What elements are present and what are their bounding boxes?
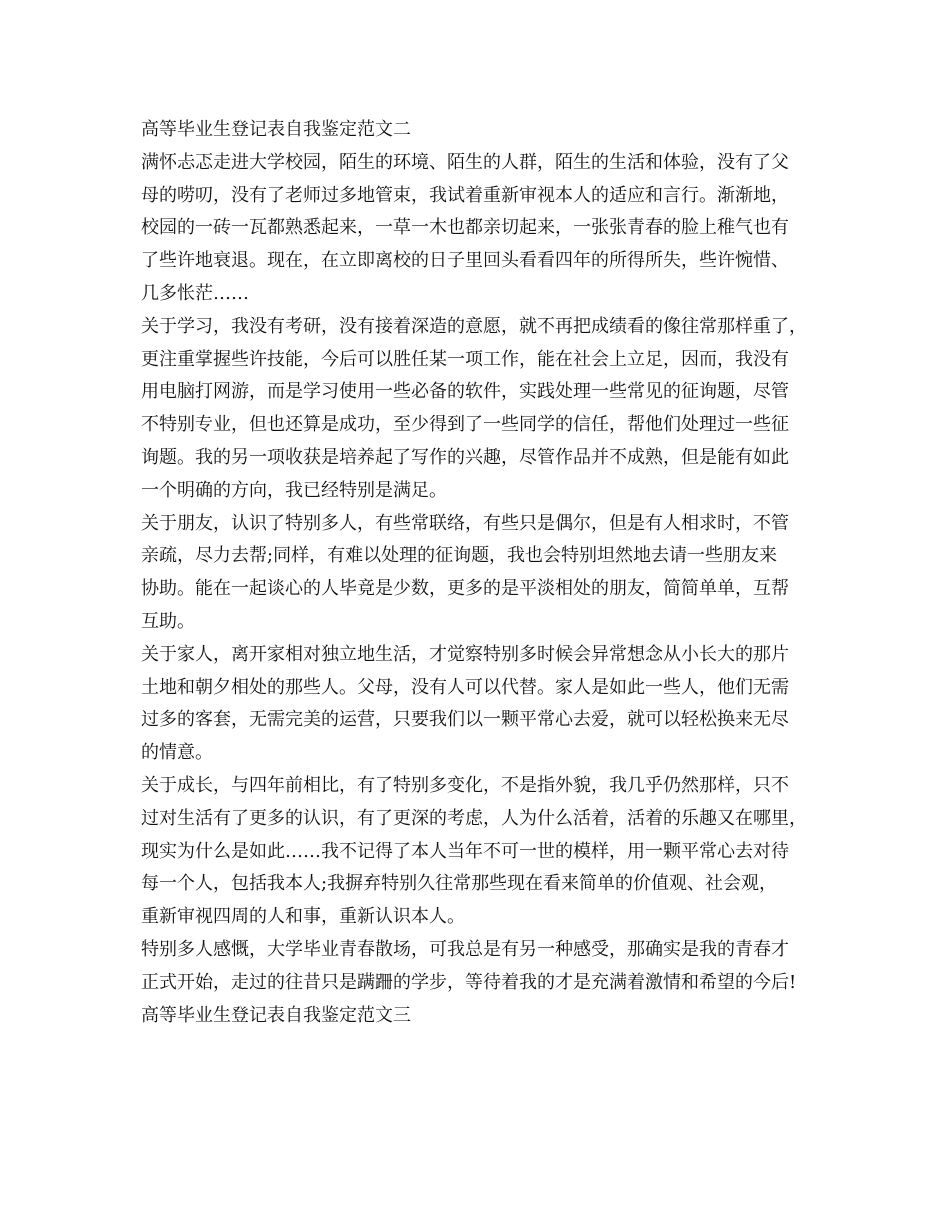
paragraph-campus bbox=[141, 147, 821, 311]
text-line: 土地和朝夕相处的那些人。父母，没有人可以代替。家人是如此一些人，他们无需 bbox=[141, 676, 789, 698]
text-line: 关于家人，离开家相对独立地生活，才觉察特别多时候会异常想念从小长大的那片 bbox=[141, 643, 789, 665]
text-line: 母的唠叨，没有了老师过多地管束，我试着重新审视本人的适应和言行。渐渐地， bbox=[141, 184, 789, 206]
text-line: 关于朋友，认识了特别多人，有些常联络，有些只是偶尔，但是有人相求时，不管 bbox=[141, 512, 789, 534]
paragraph-conclusion bbox=[141, 934, 821, 1000]
section-heading-three: 高等毕业生登记表自我鉴定范文三 bbox=[141, 1004, 411, 1026]
text-line: 亲疏，尽力去帮;同样，有难以处理的征询题，我也会特别坦然地去请一些朋友来 bbox=[141, 545, 778, 567]
text-line: 满怀忐忑走进大学校园，陌生的环境、陌生的人群，陌生的生活和体验，没有了父 bbox=[141, 151, 789, 173]
section-heading-two: 高等毕业生登记表自我鉴定范文二 bbox=[141, 119, 411, 140]
text-line: 询题。我的另一项收获是培养起了写作的兴趣，尽管作品并不成熟，但是能有如此 bbox=[141, 446, 789, 468]
paragraph-study bbox=[141, 311, 821, 508]
text-line: 用电脑打网游，而是学习使用一些必备的软件，实践处理一些常见的征询题，尽管 bbox=[141, 381, 789, 403]
text-line: 的情意。 bbox=[141, 742, 213, 764]
text-line: 特别多人感慨，大学毕业青春散场，可我总是有另一种感受，那确实是我的青春才 bbox=[141, 938, 789, 960]
text-line: 了些许地衰退。现在，在立即离校的日子里回头看看四年的所得所失，些许惋惜、 bbox=[141, 250, 789, 272]
text-line: 重新审视四周的人和事，重新认识本人。 bbox=[141, 906, 465, 928]
text-line: 几多怅茫…… bbox=[141, 282, 249, 304]
text-line: 不特别专业，但也还算是成功，至少得到了一些同学的信任，帮他们处理过一些征 bbox=[141, 414, 789, 436]
paragraph-growth bbox=[141, 770, 821, 934]
text-line: 每一个人，包括我本人;我摒弃特别久往常那些现在看来简单的价值观、社会观， bbox=[141, 873, 778, 895]
paragraph-friends bbox=[141, 508, 821, 639]
text-line: 现实为什么是如此……我不记得了本人当年不可一世的模样，用一颗平常心去对待 bbox=[141, 840, 789, 862]
text-line: 过对生活有了更多的认识，有了更深的考虑，人为什么活着，活着的乐趣又在哪里， bbox=[141, 807, 807, 829]
text-line: 过多的客套，无需完美的运营，只要我们以一颗平常心去爱，就可以轻松换来无尽 bbox=[141, 709, 789, 731]
text-line: 协助。能在一起谈心的人毕竟是少数，更多的是平淡相处的朋友，简简单单，互帮 bbox=[141, 578, 789, 600]
text-line: 正式开始，走过的往昔只是蹒跚的学步，等待着我的才是充满着激情和希望的今后! bbox=[141, 971, 797, 993]
text-line: 关于成长，与四年前相比，有了特别多变化，不是指外貌，我几乎仍然那样，只不 bbox=[141, 774, 789, 796]
text-line: 互助。 bbox=[141, 610, 195, 632]
paragraph-family bbox=[141, 639, 821, 770]
text-line: 关于学习，我没有考研，没有接着深造的意愿，就不再把成绩看的像往常那样重了， bbox=[141, 315, 807, 337]
text-line: 一个明确的方向，我已经特别是满足。 bbox=[141, 479, 447, 501]
text-line: 校园的一砖一瓦都熟悉起来，一草一木也都亲切起来，一张张青春的脸上稚气也有 bbox=[141, 217, 789, 239]
document-body bbox=[141, 114, 821, 1032]
text-line: 更注重掌握些许技能，今后可以胜任某一项工作，能在社会上立足，因而，我没有 bbox=[141, 348, 789, 370]
